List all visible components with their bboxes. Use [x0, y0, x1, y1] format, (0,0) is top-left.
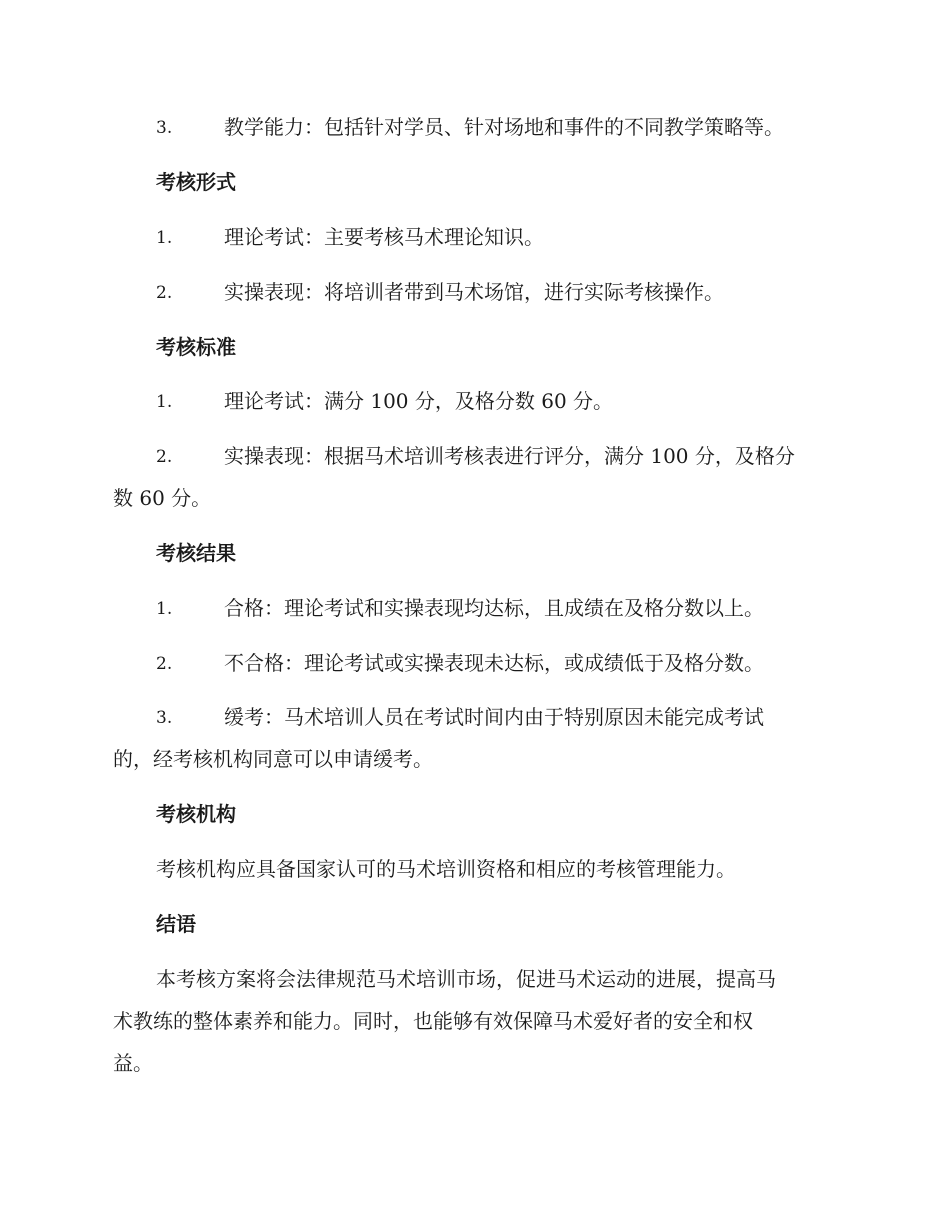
list-item-text: 理论考试：主要考核马术理论知识。	[224, 225, 544, 249]
section-heading-result: 考核结果	[156, 541, 236, 565]
list-item-text-continuation: 的，经考核机构同意可以申请缓考。	[113, 747, 433, 771]
section-heading-org: 考核机构	[156, 802, 236, 826]
list-item-text: 实操表现：根据马术培训考核表进行评分，满分 100 分，及格分	[224, 444, 795, 468]
list-item-text: 缓考：马术培训人员在考试时间内由于特别原因未能完成考试	[224, 705, 764, 729]
paragraph: 考核机构应具备国家认可的马术培训资格和相应的考核管理能力。	[156, 857, 736, 881]
paragraph-line: 本考核方案将会法律规范马术培训市场，促进马术运动的进展，提高马	[156, 967, 776, 991]
list-number: 3.	[156, 708, 173, 728]
section-heading-form: 考核形式	[156, 170, 236, 194]
list-item-text: 教学能力：包括针对学员、针对场地和事件的不同教学策略等。	[224, 115, 784, 139]
list-number: 2.	[156, 447, 173, 467]
list-number: 1.	[156, 599, 173, 619]
list-item-text-continuation: 数 60 分。	[113, 486, 212, 510]
list-number: 2.	[156, 283, 173, 303]
list-item-text: 不合格：理论考试或实操表现未达标，或成绩低于及格分数。	[224, 651, 764, 675]
list-item-text: 实操表现：将培训者带到马术场馆，进行实际考核操作。	[224, 280, 724, 304]
paragraph-line: 益。	[113, 1051, 153, 1075]
section-heading-conclusion: 结语	[156, 912, 196, 936]
paragraph-line: 术教练的整体素养和能力。同时，也能够有效保障马术爱好者的安全和权	[113, 1009, 753, 1033]
section-heading-standard: 考核标准	[156, 335, 236, 359]
list-number: 1.	[156, 392, 173, 412]
list-number: 3.	[156, 118, 173, 138]
list-number: 2.	[156, 654, 173, 674]
list-item-text: 理论考试：满分 100 分，及格分数 60 分。	[224, 389, 614, 413]
list-item-text: 合格：理论考试和实操表现均达标，且成绩在及格分数以上。	[224, 596, 764, 620]
list-number: 1.	[156, 228, 173, 248]
